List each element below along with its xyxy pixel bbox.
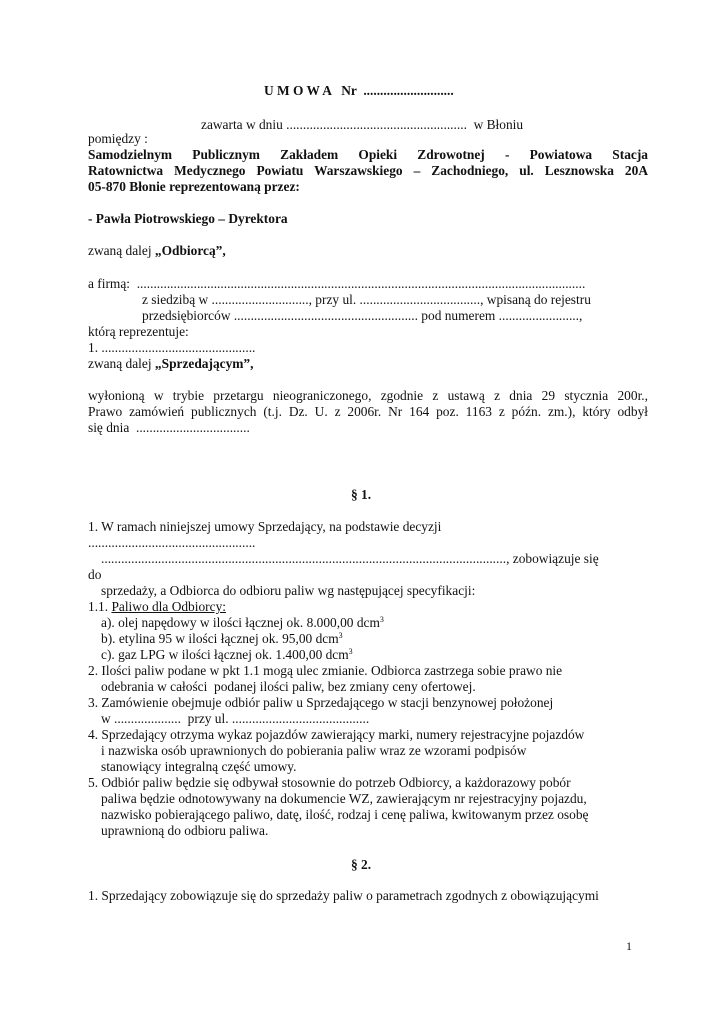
firm-register-line: przedsiębiorców ....................................................... pod numerem ........................, xyxy=(142,308,583,323)
s1-p5-line-3: nazwisko pobierającego paliwo, datę, ilość, rodzaj i cenę paliwa, kwitowanym przez osobę xyxy=(101,807,589,822)
s1-p5-line-4: uprawnioną do odbioru paliwa. xyxy=(101,823,269,838)
fuel-item-b-sup: 3 xyxy=(338,631,343,640)
item-1-1 xyxy=(88,599,226,615)
s1-p4-line-3: stanowiący integralną część umowy. xyxy=(101,759,297,774)
fuel-item-c-sup: 3 xyxy=(348,647,353,656)
s1-p1-line-2: .................................................. xyxy=(88,535,256,550)
fuel-item-a xyxy=(101,615,384,631)
s1-p1-line-3: ........................................................................................................................., zobowiązuje się xyxy=(101,551,599,566)
selected-line-3: się dnia .................................. xyxy=(88,420,250,435)
selected-line-2: Prawo zamówień publicznych (t.j. Dz. U. z 2006r. Nr 164 poz. 1163 z późn. zm.), który odbył xyxy=(88,404,648,419)
fuel-item-a-text: a). olej napędowy w ilości łącznej ok. 8.000,00 dcm xyxy=(101,615,380,630)
s1-p3-line-2: w .................... przy ul. ......................................... xyxy=(101,711,370,726)
director-line: - Pawła Piotrowskiego – Dyrektora xyxy=(88,211,288,226)
fuel-item-b-text: b). etylina 95 w ilości łącznej ok. 95,00 dcm xyxy=(101,631,339,646)
selected-line-1: wyłonioną w trybie przetargu nieograniczonego, zgodnie z ustawą z dnia 29 stycznia 200r., xyxy=(88,388,648,403)
page-number: 1 xyxy=(626,939,632,953)
representative-1: 1. .............................................. xyxy=(88,340,256,355)
fuel-item-a-sup: 3 xyxy=(379,615,384,624)
fuel-item-b xyxy=(101,631,343,647)
between-label: pomiędzy : xyxy=(88,131,148,146)
concluded-date-line: zawarta w dniu ...................................................... w Błoniu xyxy=(201,117,524,132)
s1-p5-line-1: 5. Odbiór paliw będzie się odbywał stosownie do potrzeb Odbiorcy, a każdorazowy pobór xyxy=(88,775,571,790)
party1-line-3: 05-870 Błonie reprezentowaną przez: xyxy=(88,179,300,194)
called-recipient-prefix: zwaną dalej xyxy=(88,243,155,258)
contract-title: U M O W A Nr ........................... xyxy=(264,83,454,98)
s1-p4-line-1: 4. Sprzedający otrzyma wykaz pojazdów zawierający marki, numery rejestracyjne pojazdów xyxy=(88,727,585,742)
called-recipient-line xyxy=(88,243,226,259)
s1-p2-line-2: odebrania w całości podanej ilości paliw, bez zmiany ceny ofertowej. xyxy=(101,679,476,694)
s1-p3-line-1: 3. Zamówienie obejmuje odbiór paliw u Sprzedającego w stacji benzynowej położonej xyxy=(88,695,554,710)
party1-line-2: Ratownictwa Medycznego Powiatu Warszawskiego – Zachodniego, ul. Lesznowska 20A xyxy=(88,163,648,178)
item-1-1-label: Paliwo dla Odbiorcy: xyxy=(111,599,226,614)
recipient-name: „Odbiorcą”, xyxy=(154,243,226,258)
firm-seat-line: z siedzibą w ............................., przy ul. ...................................., wpisaną do rejestru xyxy=(142,292,591,307)
s2-p1-line-1: 1. Sprzedający zobowiązuje się do sprzedaży paliw o parametrach zgodnych z obowiązującymi xyxy=(88,888,599,903)
s1-p4-line-2: i nazwiska osób uprawnionych do pobierania paliw wraz ze wzorami podpisów xyxy=(101,743,527,758)
fuel-item-c-text: c). gaz LPG w ilości łącznej ok. 1.400,00 dcm xyxy=(101,647,349,662)
party1-line-1: Samodzielnym Publicznym Zakładem Opieki Zdrowotnej - Powiatowa Stacja xyxy=(88,147,648,162)
s1-p5-line-2: paliwa będzie odnotowywany na dokumencie WZ, zawierającym nr rejestracyjny pojazdu, xyxy=(101,791,587,806)
called-seller-line xyxy=(88,356,253,372)
item-1-1-number: 1.1. xyxy=(88,599,112,614)
section-1-heading: § 1. xyxy=(351,487,372,502)
seller-name: „Sprzedającym”, xyxy=(154,356,254,371)
s1-p1-line-5: sprzedaży, a Odbiorca do odbioru paliw wg następującej specyfikacji: xyxy=(101,583,476,598)
called-seller-prefix: zwaną dalej xyxy=(88,356,155,371)
firm-line: a firmą: ...................................................................................................................................... xyxy=(88,276,586,291)
s1-p1-line-4: do xyxy=(88,567,102,582)
fuel-item-c xyxy=(101,647,353,663)
section-2-heading: § 2. xyxy=(351,857,372,872)
represented-label: którą reprezentuje: xyxy=(88,324,189,339)
s1-p1-line-1: 1. W ramach niniejszej umowy Sprzedający, na podstawie decyzji xyxy=(88,519,442,534)
s1-p2-line-1: 2. Ilości paliw podane w pkt 1.1 mogą ulec zmianie. Odbiorca zastrzega sobie prawo nie xyxy=(88,663,563,678)
